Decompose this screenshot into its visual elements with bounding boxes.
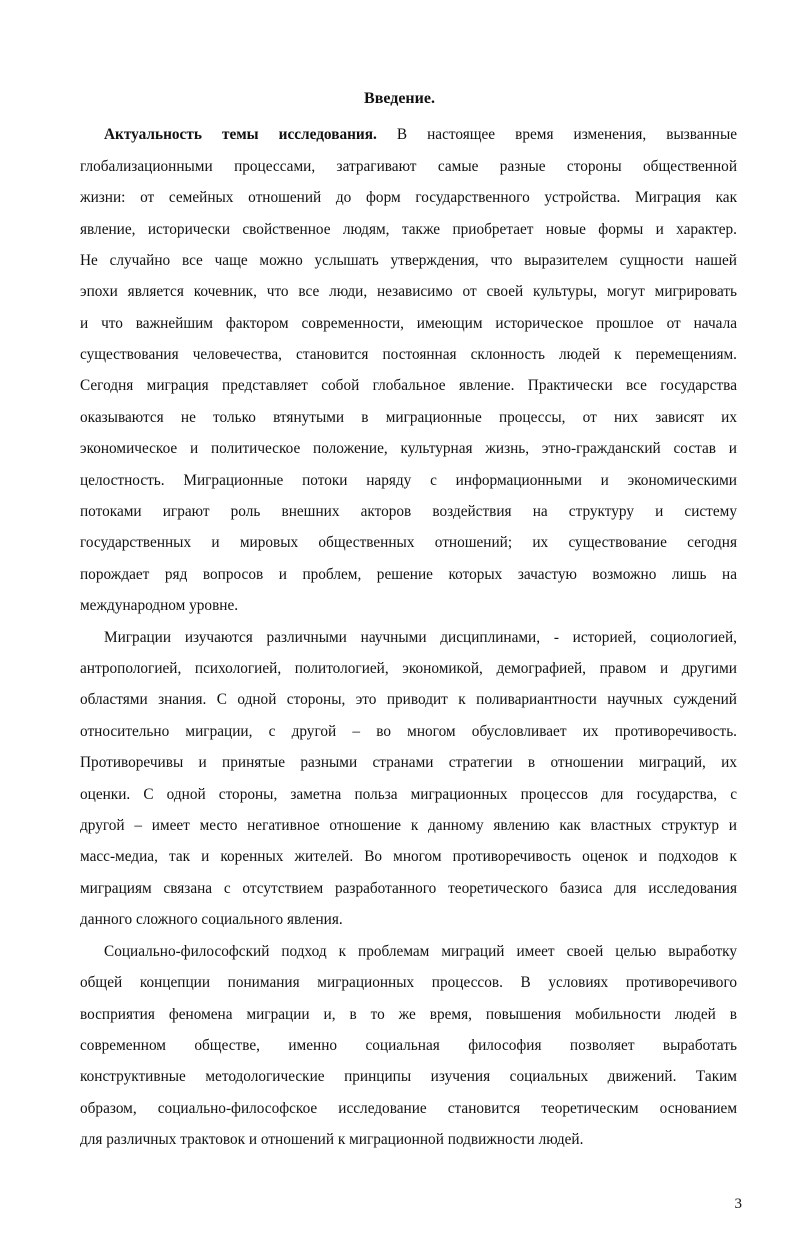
paragraph-3-line-1: Социально-философский подход к проблемам миграций имеет своей целью выработку [104,943,737,960]
paragraph-2-line-9: миграциям связана с отсутствием разработанного теоретического базиса для исследования [80,880,737,897]
paragraph-1-line-1-text: В настоящее время изменения, вызванные [396,126,738,143]
paragraph-1-line-16: международном уровне. [80,597,239,614]
paragraph-1-line-7: и что важнейшим фактором современности, имеющим историческое прошлое от начала [80,315,737,332]
paragraph-1-line-2: глобализационными процессами, затрагивают самые разные стороны общественной [80,158,737,175]
paragraph-2-line-2: антропологией, психологией, политологией, экономикой, демографией, правом и другими [80,660,737,677]
paragraph-1-line-8: существования человечества, становится постоянная склонность людей к перемещениям. [80,346,737,363]
paragraph-3-line-6: образом, социально-философское исследование становится теоретическим основанием [80,1100,737,1117]
paragraph-2-line-6: оценки. С одной стороны, заметна польза миграционных процессов для государства, с [80,786,737,803]
paragraph-1-line-14: государственных и мировых общественных отношений; их существование сегодня [80,534,737,551]
paragraph-1-line-6: эпохи является кочевник, что все люди, независимо от своей культуры, могут мигрировать [80,283,737,300]
paragraph-2-line-5: Противоречивы и принятые разными странами стратегии в отношении миграций, их [80,754,737,771]
section-heading: Введение. [364,90,435,107]
page-number: 3 [734,1196,742,1212]
paragraph-2-line-10: данного сложного социального явления. [80,911,343,928]
paragraph-3-line-3: восприятия феномена миграции и, в то же время, повышения мобильности людей в [80,1006,737,1023]
paragraph-2-line-7: другой – имеет место негативное отношение к данному явлению как властных структур и [80,817,737,834]
paragraph-2-line-4: относительно миграции, с другой – во многом обусловливает их противоречивость. [80,723,737,740]
paragraph-1-line-9: Сегодня миграция представляет собой глобальное явление. Практически все государства [80,377,737,394]
paragraph-3-line-4: современном обществе, именно социальная философия позволяет выработать [80,1037,737,1054]
paragraph-1-line-10: оказываются не только втянутыми в миграционные процессы, от них зависят их [80,409,737,426]
paragraph-1-line-3: жизни: от семейных отношений до форм государственного устройства. Миграция как [80,189,737,206]
paragraph-1-line-11: экономическое и политическое положение, культурная жизнь, этно-гражданский состав и [80,440,737,457]
paragraph-2-line-1: Миграции изучаются различными научными дисциплинами, - историей, социологией, [104,629,737,646]
paragraph-1-line-15: порождает ряд вопросов и проблем, решение которых зачастую возможно лишь на [80,566,737,583]
paragraph-3-line-7: для различных трактовок и отношений к миграционной подвижности людей. [80,1131,584,1148]
paragraph-1-line-5: Не случайно все чаще можно услышать утверждения, что выразителем сущности нашей [80,252,737,269]
paragraph-1-line-12: целостность. Миграционные потоки наряду с информационными и экономическими [80,472,737,489]
paragraph-1-line-13: потоками играют роль внешних акторов воздействия на структуру и систему [80,503,737,520]
paragraph-3-line-5: конструктивные методологические принципы изучения социальных движений. Таким [80,1068,737,1085]
paragraph-2-line-3: областями знания. С одной стороны, это приводит к поливариантности научных суждений [80,691,737,708]
paragraph-3-line-2: общей концепции понимания миграционных процессов. В условиях противоречивого [80,974,737,991]
paragraph-2-line-8: масс-медиа, так и коренных жителей. Во многом противоречивость оценок и подходов к [80,848,737,865]
paragraph-1-line-1 [104,125,737,145]
paragraph-1-line-4: явление, исторически свойственное людям, также приобретает новые формы и характер. [80,221,737,238]
topic-relevance-lead: Актуальность темы исследования. [104,126,377,143]
